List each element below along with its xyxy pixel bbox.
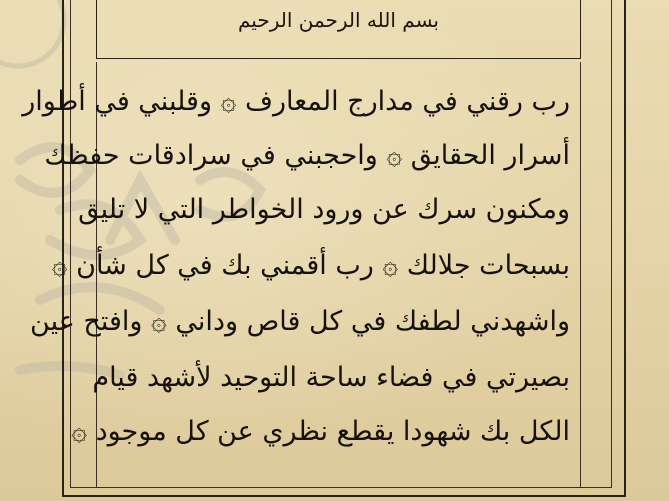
- basmala-cartouche: [96, 0, 581, 59]
- text-line: الكل بك شهودا يقطع نظري عن كل موجود ۞: [71, 416, 570, 447]
- text-line: بصيرتي في فضاء ساحة التوحيد لأشهد قيام: [92, 362, 570, 393]
- text-line: ومكنون سرك عن ورود الخواطر التي لا تليق: [78, 194, 570, 225]
- text-line: أسرار الحقايق ۞ واحجبني في سرادقات حفظك: [44, 140, 570, 171]
- text-line: واشهدني لطفك في كل قاص وداني ۞ وافتح عين: [30, 306, 570, 337]
- text-line: بسبحات جلالك ۞ رب أقمني بك في كل شأن ۞: [51, 250, 570, 281]
- text-line: رب رقني في مدارج المعارف ۞ وقلبني في أطوار: [22, 86, 570, 117]
- basmala-heading: بسم الله الرحمن الرحيم: [237, 8, 439, 32]
- text-panel: [22, 62, 581, 488]
